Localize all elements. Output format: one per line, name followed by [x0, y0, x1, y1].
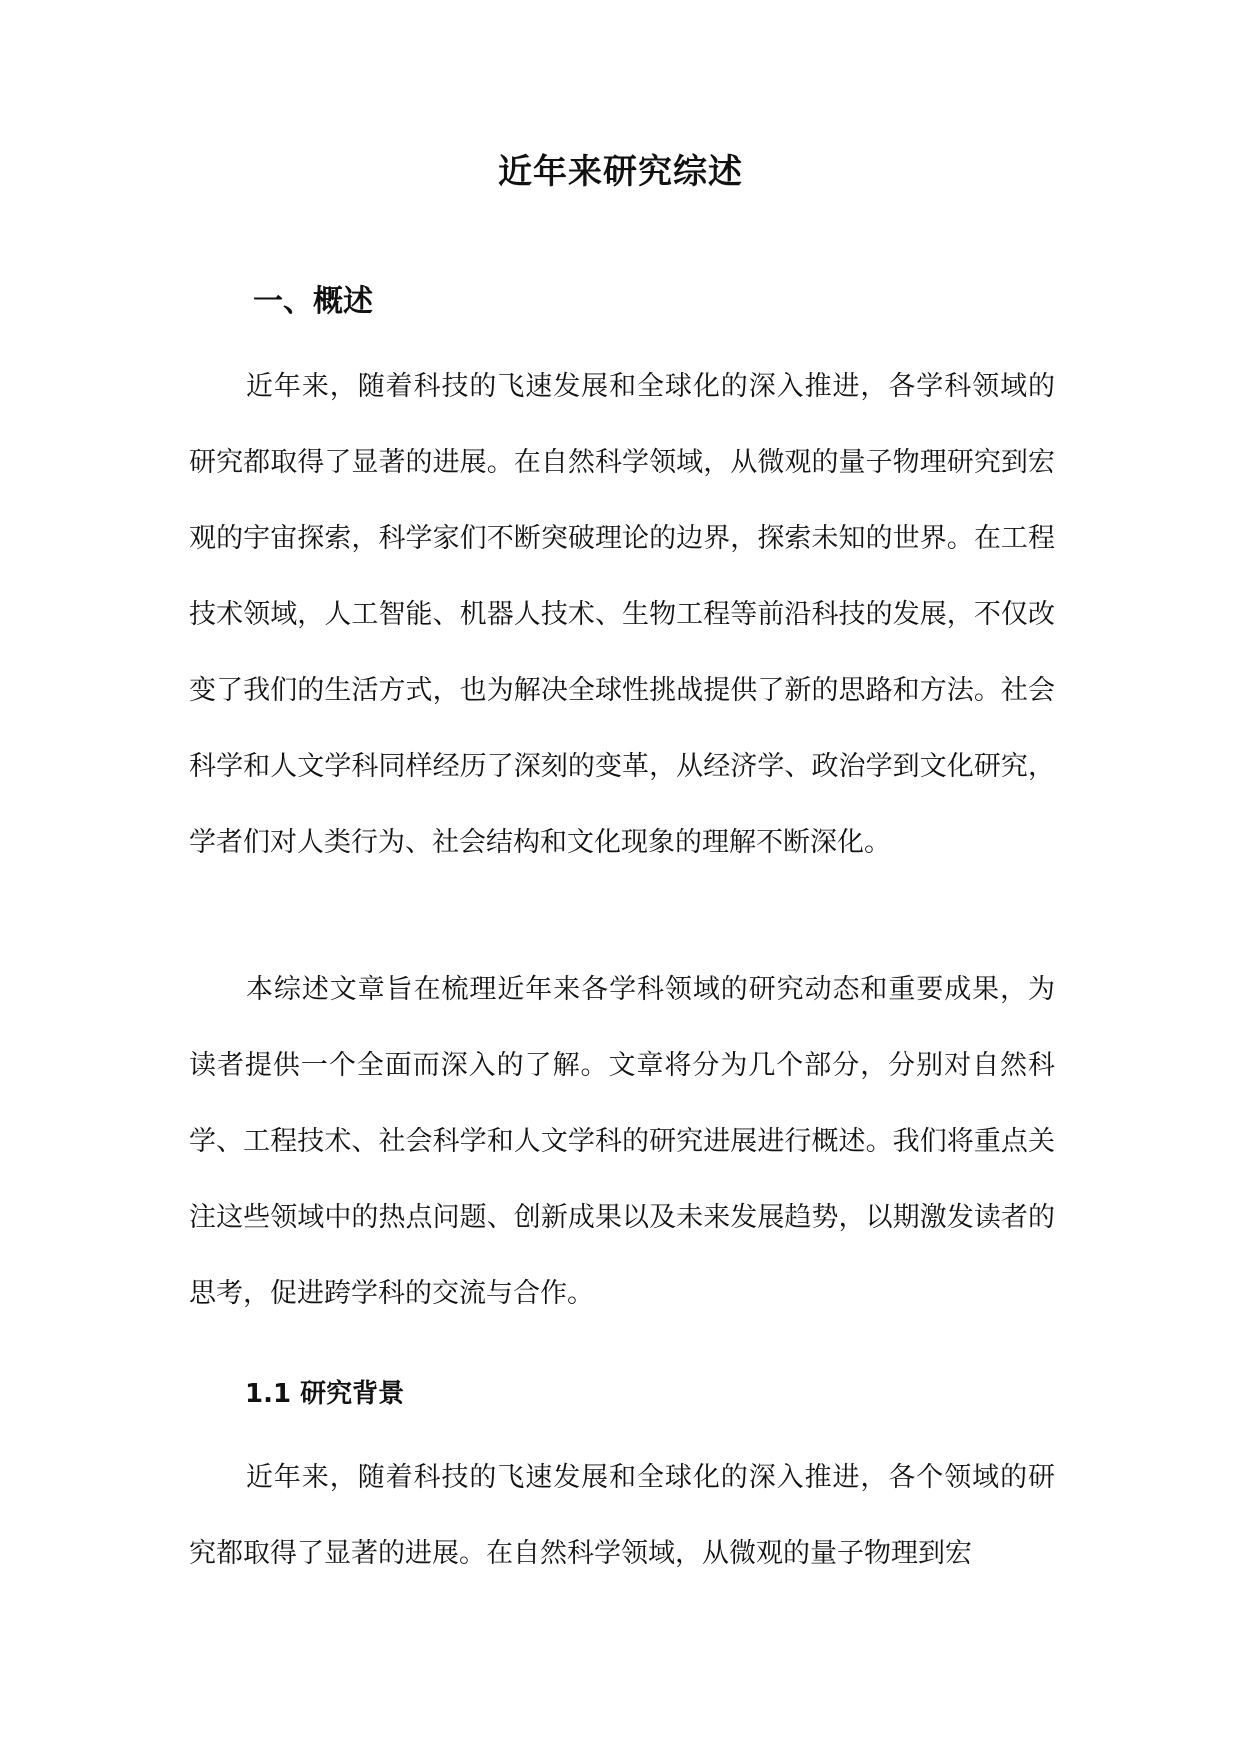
- paragraph-research-background-1: 近年来，随着科技的飞速发展和全球化的深入推进，各个领域的研究都取得了显著的进展。在自然科学领域，从微观的量子物理到宏: [189, 1462, 1055, 1569]
- paragraph-overview-2: 本综述文章旨在梳理近年来各学科领域的研究动态和重要成果，为读者提供一个全面而深入的了解。文章将分为几个部分，分别对自然科学、工程技术、社会科学和人文学科的研究进展进行概述。我们将重点关注这些领域中的热点问题、创新成果以及未来发展趋势，以期激发读者的思考，促进跨学科的交流与合作。: [189, 974, 1055, 1309]
- document-title: 近年来研究综述: [498, 152, 743, 192]
- paragraph-overview-1: 近年来，随着科技的飞速发展和全球化的深入推进，各学科领域的研究都取得了显著的进展。在自然科学领域，从微观的量子物理研究到宏观的宇宙探索，科学家们不断突破理论的边界，探索未知的世界。在工程技术领域，人工智能、机器人技术、生物工程等前沿科技的发展，不仅改变了我们的生活方式，也为解决全球性挑战提供了新的思路和方法。社会科学和人文学科同样经历了深刻的变革，从经济学、政治学到文化研究，学者们对人类行为、社会结构和文化现象的理解不断深化。: [189, 371, 1055, 858]
- section-heading-overview: 一、概述: [253, 284, 373, 319]
- section-heading-research-background: 1.1 研究背景: [245, 1379, 405, 1409]
